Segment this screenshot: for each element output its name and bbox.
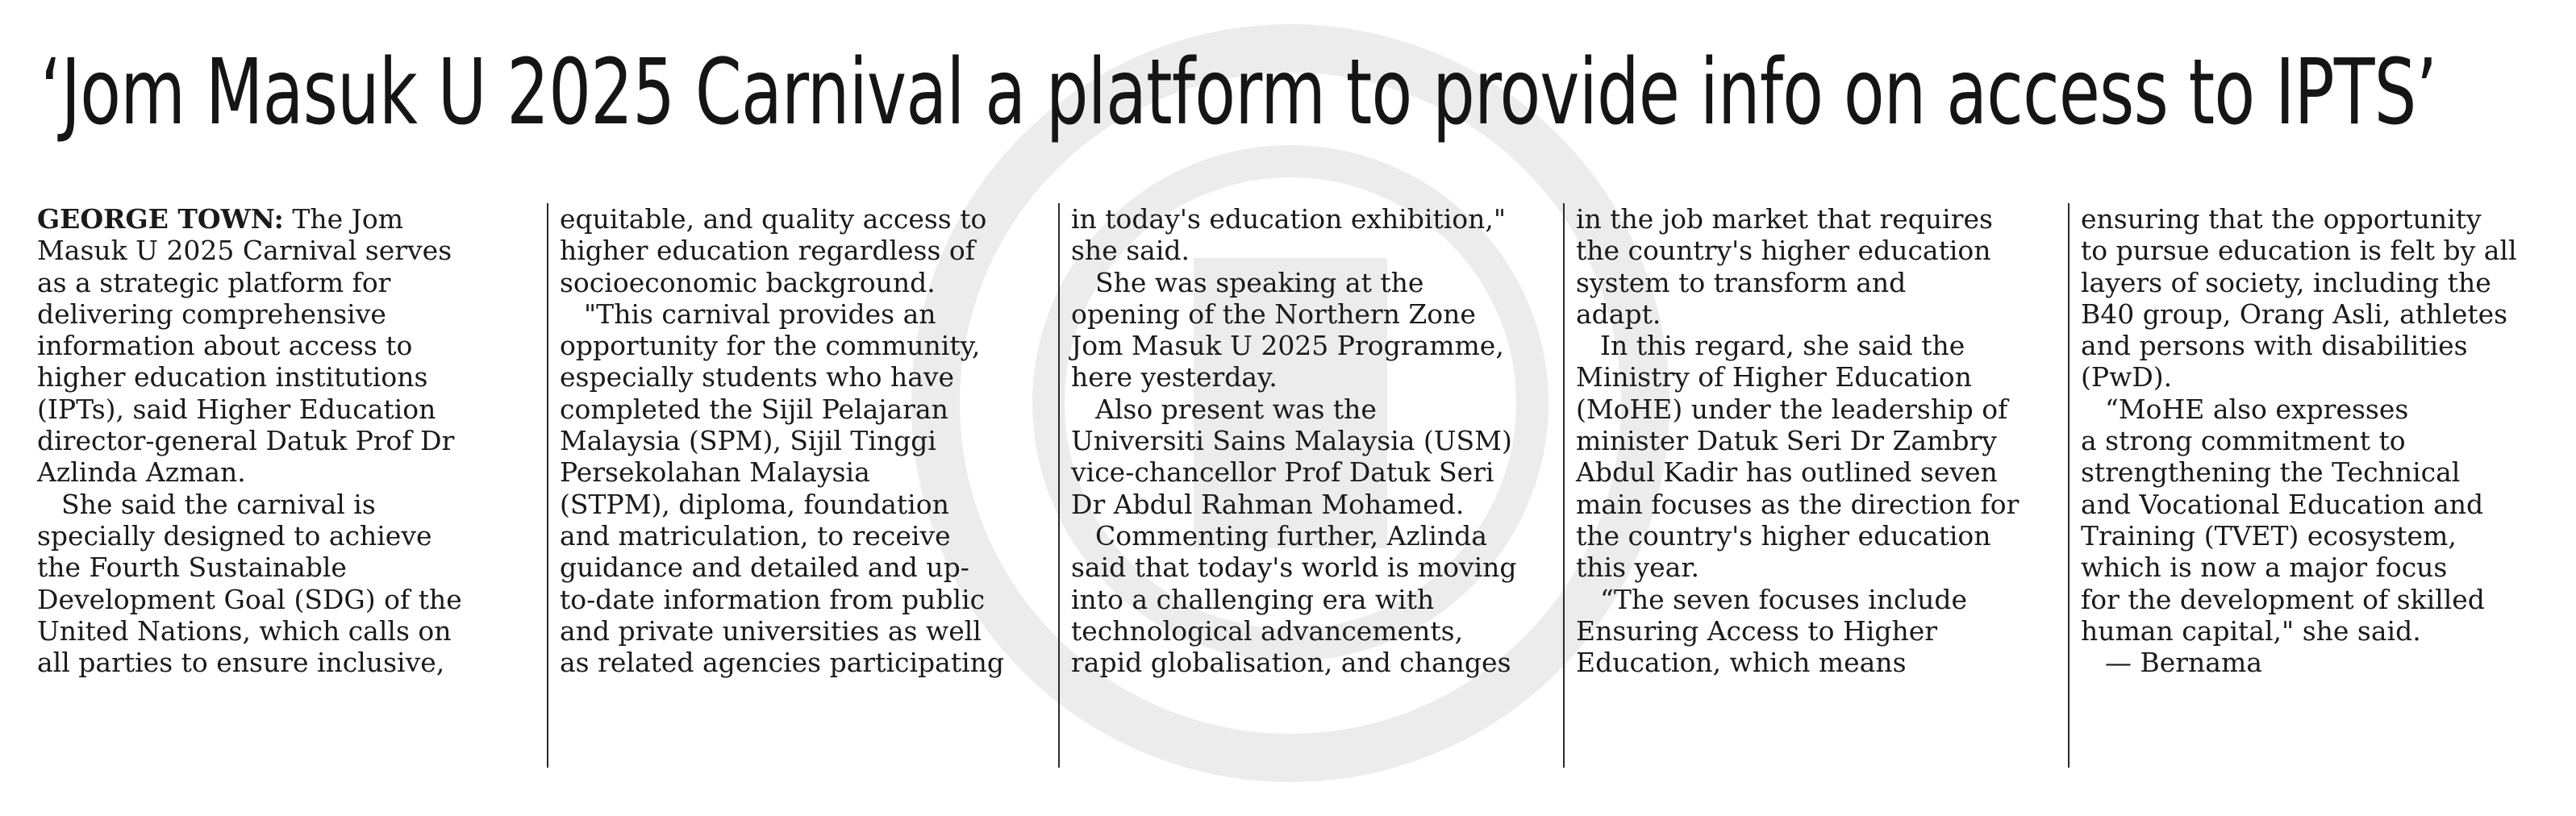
text-line-content: higher education regardless of [560,235,975,267]
text-line-content: The Jom [283,203,404,235]
text-line [560,456,1052,488]
text-line [2081,267,2573,298]
text-line-content: technological advancements, [1071,614,1464,647]
text-line [1576,615,2068,647]
text-line [37,647,529,678]
text-line [1576,203,2068,235]
text-line [1071,552,1563,583]
text-line [1576,520,2068,552]
text-line-content: layers of society, including the [2081,266,2491,298]
text-line-content: Ministry of Higher Education [1576,361,1972,393]
column-divider [1058,203,1060,768]
text-line-content: a strong commitment to [2081,425,2406,457]
text-line [1071,520,1563,552]
text-line [37,615,529,647]
text-line-content: rapid globalisation, and changes [1071,647,1511,679]
text-line-content: the Fourth Sustainable [37,552,347,584]
text-line-content: to-date information from public [560,583,986,615]
text-line [560,330,1052,361]
text-line-content: opportunity for the community, [560,330,981,362]
text-line-content: Also present was the [1095,393,1377,425]
text-line [37,361,529,393]
column-1 [37,203,529,760]
text-line-content: human capital," she said. [2081,614,2421,647]
text-line-content: and Vocational Education and [2081,488,2484,520]
text-line [560,203,1052,235]
text-line-content: this year. [1576,552,1699,584]
text-line [2081,584,2573,615]
text-line-content: minister Datuk Seri Dr Zambry [1576,425,1997,457]
text-line [1576,584,2068,615]
text-line [560,361,1052,393]
text-line [1071,267,1563,298]
text-line [37,267,529,298]
text-line-content: Universiti Sains Malaysia (USM) [1071,425,1512,457]
text-line [37,298,529,330]
column-2 [560,203,1052,760]
text-line [2081,425,2573,456]
column-3 [1071,203,1563,760]
text-line-content: and matriculation, to receive [560,519,951,552]
text-line-content: guidance and detailed and up- [560,552,969,584]
text-line [1576,456,2068,488]
text-line [2081,298,2573,330]
text-line-content: higher education institutions [37,361,428,393]
text-line-content: She was speaking at the [1095,266,1424,298]
column-divider [547,203,548,768]
text-line [1071,489,1563,520]
text-line-content: (IPTs), said Higher Education [37,393,436,425]
text-line-content: ensuring that the opportunity [2081,203,2482,235]
text-line [37,520,529,552]
text-line-content: into a challenging era with [1071,583,1435,615]
text-line [2081,615,2573,647]
text-line [2081,552,2573,583]
text-line-content: Abdul Kadir has outlined seven [1576,456,1998,489]
text-line [1576,267,2068,298]
text-line [1576,425,2068,456]
text-line [37,393,529,425]
text-line-content: Masuk U 2025 Carnival serves [37,235,452,267]
text-line [37,552,529,583]
text-line [1071,425,1563,456]
text-line-content: specially designed to achieve [37,519,432,552]
dateline: GEORGE TOWN: [37,203,284,235]
text-line [1071,393,1563,425]
text-line [560,298,1052,330]
text-line-content: (STPM), diploma, foundation [560,488,949,520]
text-line-content: and persons with disabilities [2081,330,2468,362]
text-line-content: — Bernama [2105,647,2262,679]
text-line [560,615,1052,647]
text-line [560,235,1052,266]
text-line-content: main focuses as the direction for [1576,488,2020,520]
text-line-content: all parties to ensure inclusive, [37,647,445,679]
text-line [1576,393,2068,425]
text-line [560,552,1052,583]
text-line [2081,456,2573,488]
text-line-content: “The seven focuses include [1600,583,1967,615]
text-line [1576,489,2068,520]
text-line [1071,647,1563,678]
text-line [560,267,1052,298]
text-line-content: She said the carnival is [61,488,376,520]
text-line-content: to pursue education is felt by all [2081,235,2517,267]
text-line-content: “MoHE also expresses [2105,393,2409,425]
text-line-content: as related agencies participating [560,647,1005,679]
text-line-content: In this regard, she said the [1600,330,1965,362]
column-5 [2081,203,2573,760]
text-line [37,330,529,361]
text-line-content: she said. [1071,235,1190,267]
text-line-content: system to transform and [1576,266,1907,298]
article-body [37,203,2553,768]
text-line-content: for the development of skilled [2081,583,2485,615]
text-line-content: the country's higher education [1576,519,1991,552]
column-4 [1576,203,2068,760]
text-line [37,203,529,235]
text-line-content: (MoHE) under the leadership of [1576,393,2008,425]
text-line [2081,393,2573,425]
text-line-content: Persekolahan Malaysia [560,456,870,489]
text-line [37,456,529,488]
text-line [1576,647,2068,678]
text-line-content: United Nations, which calls on [37,614,452,647]
text-line [1576,235,2068,266]
text-line-content: Training (TVET) ecosystem, [2081,519,2457,552]
text-line [560,520,1052,552]
text-line-content: Azlinda Azman. [37,456,246,489]
text-line-content: as a strategic platform for [37,266,391,298]
text-line [2081,361,2573,393]
text-line-content: which is now a major focus [2081,552,2448,584]
column-divider [2068,203,2070,768]
text-line [1071,615,1563,647]
text-line [1576,552,2068,583]
headline: ‘Jom Masuk U 2025 Carnival a platform to provide info on access to IPTS’ [40,40,2437,145]
text-line [1071,584,1563,615]
text-line-content: director-general Datuk Prof Dr [37,425,455,457]
text-line [560,584,1052,615]
text-line [2081,330,2573,361]
text-line-content: vice-chancellor Prof Datuk Seri [1071,456,1494,489]
text-line [1576,361,2068,393]
text-line-content: Education, which means [1576,647,1907,679]
text-line-content: "This carnival provides an [584,298,936,330]
text-line-content: delivering comprehensive [37,298,386,330]
text-line-content: said that today's world is moving [1071,552,1517,584]
text-line-content: in today's education exhibition," [1071,203,1507,235]
text-line [1071,330,1563,361]
text-line-content: in the job market that requires [1576,203,1993,235]
text-line [2081,203,2573,235]
text-line-content: B40 group, Orang Asli, athletes [2081,298,2508,330]
text-line-content: equitable, and quality access to [560,203,987,235]
text-line [37,584,529,615]
text-line [37,235,529,266]
text-line [1071,235,1563,266]
text-line [2081,235,2573,266]
text-line [560,425,1052,456]
text-line-content: and private universities as well [560,614,982,647]
text-line-content: Development Goal (SDG) of the [37,583,462,615]
text-line [560,393,1052,425]
text-line [560,489,1052,520]
text-line [1071,298,1563,330]
text-line [37,489,529,520]
text-line-content: Commenting further, Azlinda [1095,519,1487,552]
text-line-content: Malaysia (SPM), Sijil Tinggi [560,425,936,457]
text-line-content: opening of the Northern Zone [1071,298,1476,330]
text-line [2081,489,2573,520]
text-line-content: Dr Abdul Rahman Mohamed. [1071,488,1465,520]
text-line-content: Ensuring Access to Higher [1576,614,1938,647]
text-line [1071,361,1563,393]
text-line-content: the country's higher education [1576,235,1991,267]
text-line-content: information about access to [37,330,413,362]
text-line-content: here yesterday. [1071,361,1278,393]
text-line [37,425,529,456]
text-line [1576,330,2068,361]
text-line-content: especially students who have [560,361,955,393]
text-line-content: socioeconomic background. [560,266,936,298]
text-line [2081,647,2573,678]
text-line [1071,203,1563,235]
text-line [1071,456,1563,488]
text-line-content: Jom Masuk U 2025 Programme, [1071,330,1504,362]
text-line [560,647,1052,678]
text-line-content: completed the Sijil Pelajaran [560,393,948,425]
column-divider [1563,203,1565,768]
text-line-content: adapt. [1576,298,1661,330]
text-line-content: strengthening the Technical [2081,456,2461,489]
text-line [2081,520,2573,552]
text-line-content: (PwD). [2081,361,2173,393]
text-line [1576,298,2068,330]
